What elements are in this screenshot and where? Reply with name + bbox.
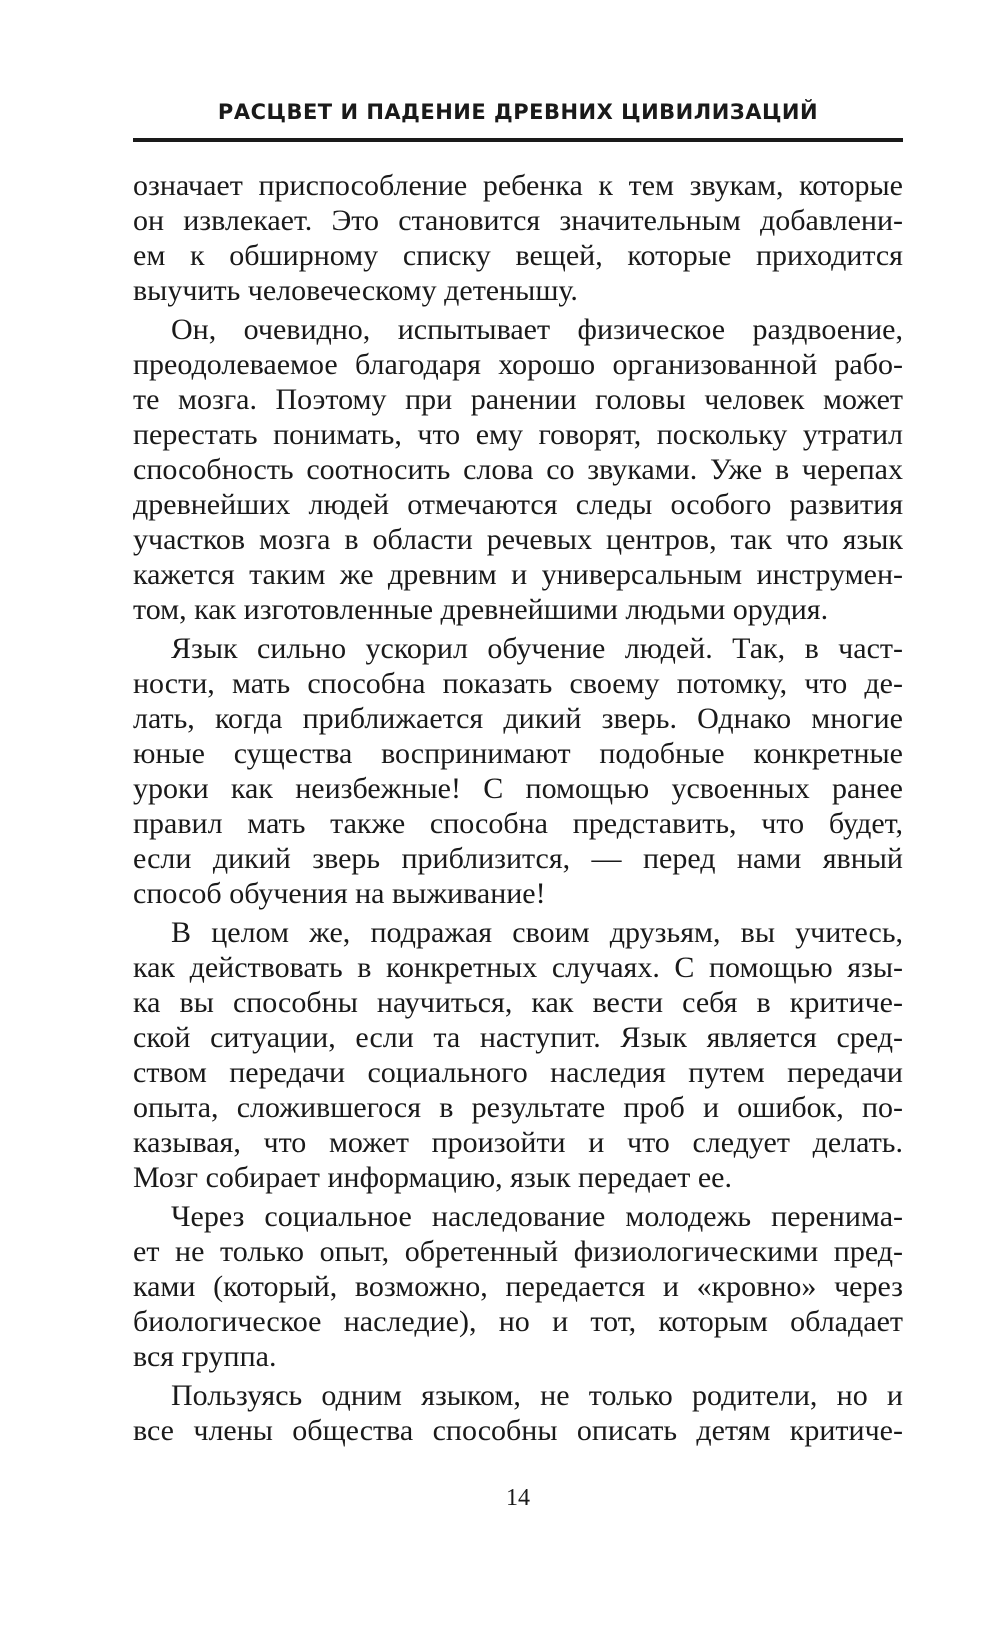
text-line: Пользуясь одним языком, не только родители, но и — [171, 1379, 903, 1412]
body-text — [133, 168, 903, 1448]
text-line: юные существа воспринимают подобные конкретные — [133, 737, 903, 770]
text-line: правил мать также способна представить, что будет, — [133, 807, 903, 840]
text-line: В целом же, подражая своим друзьям, вы учитесь, — [171, 916, 903, 949]
text-line: казывая, что может произойти и что следует делать. — [133, 1126, 903, 1159]
text-line: ством передачи социального наследия путем передачи — [133, 1056, 903, 1089]
page-number: 14 — [506, 1485, 530, 1511]
paragraph — [133, 1378, 903, 1448]
text-line: Через социальное наследование молодежь перенима- — [171, 1200, 903, 1233]
paragraph — [133, 915, 903, 1195]
text-line: Язык сильно ускорил обучение людей. Так, в част- — [171, 632, 903, 665]
text-line: ности, мать способна показать своему потомку, что де- — [133, 667, 903, 700]
text-line: биологическое наследие), но и тот, которым обладает — [133, 1305, 903, 1338]
text-line: ками (который, возможно, передается и «кровно» через — [133, 1270, 903, 1303]
text-line: те мозга. Поэтому при ранении головы человек может — [133, 383, 903, 416]
text-line: означает приспособление ребенка к тем звукам, которые — [133, 169, 903, 202]
text-line: способность соотносить слова со звуками. Уже в черепах — [133, 453, 903, 486]
text-line: он извлекает. Это становится значительным добавлени- — [133, 204, 903, 237]
text-line: перестать понимать, что ему говорят, поскольку утратил — [133, 418, 903, 451]
text-line: лать, когда приближается дикий зверь. Однако многие — [133, 702, 903, 735]
paragraph — [133, 631, 903, 911]
text-line: Он, очевидно, испытывает физическое раздвоение, — [171, 313, 903, 346]
text-line: том, как изготовленные древнейшими людьми орудия. — [133, 593, 829, 626]
text-line: все члены общества способны описать детям критиче- — [133, 1414, 903, 1447]
text-line: как действовать в конкретных случаях. С помощью язы- — [133, 951, 903, 984]
paragraph — [133, 168, 903, 308]
text-line: опыта, сложившегося в результате проб и ошибок, по- — [133, 1091, 903, 1124]
text-line: ем к обширному списку вещей, которые приходится — [133, 239, 903, 272]
text-line: ка вы способны научиться, как вести себя в критиче- — [133, 986, 903, 1019]
text-line: уроки как неизбежные! С помощью усвоенных ранее — [133, 772, 903, 805]
text-line: древнейших людей отмечаются следы особого развития — [133, 488, 903, 521]
text-line: ет не только опыт, обретенный физиологическими пред- — [133, 1235, 903, 1268]
text-line: кажется таким же древним и универсальным инструмен- — [133, 558, 903, 591]
text-line: вся группа. — [133, 1340, 277, 1373]
text-line: преодолеваемое благодаря хорошо организованной рабо- — [133, 348, 903, 381]
paragraph — [133, 312, 903, 627]
text-line: Мозг собирает информацию, язык передает ее. — [133, 1161, 732, 1194]
text-line: выучить человеческому детенышу. — [133, 274, 578, 307]
text-line: участков мозга в области речевых центров, так что язык — [133, 523, 903, 556]
text-line: если дикий зверь приблизится, — перед нами явный — [133, 842, 903, 875]
paragraph — [133, 1199, 903, 1374]
text-line: способ обучения на выживание! — [133, 877, 546, 910]
text-line: ской ситуации, если та наступит. Язык является сред- — [133, 1021, 903, 1054]
running-header: РАСЦВЕТ И ПАДЕНИЕ ДРЕВНИХ ЦИВИЛИЗАЦИЙ — [217, 100, 819, 124]
header-rule — [133, 138, 903, 142]
